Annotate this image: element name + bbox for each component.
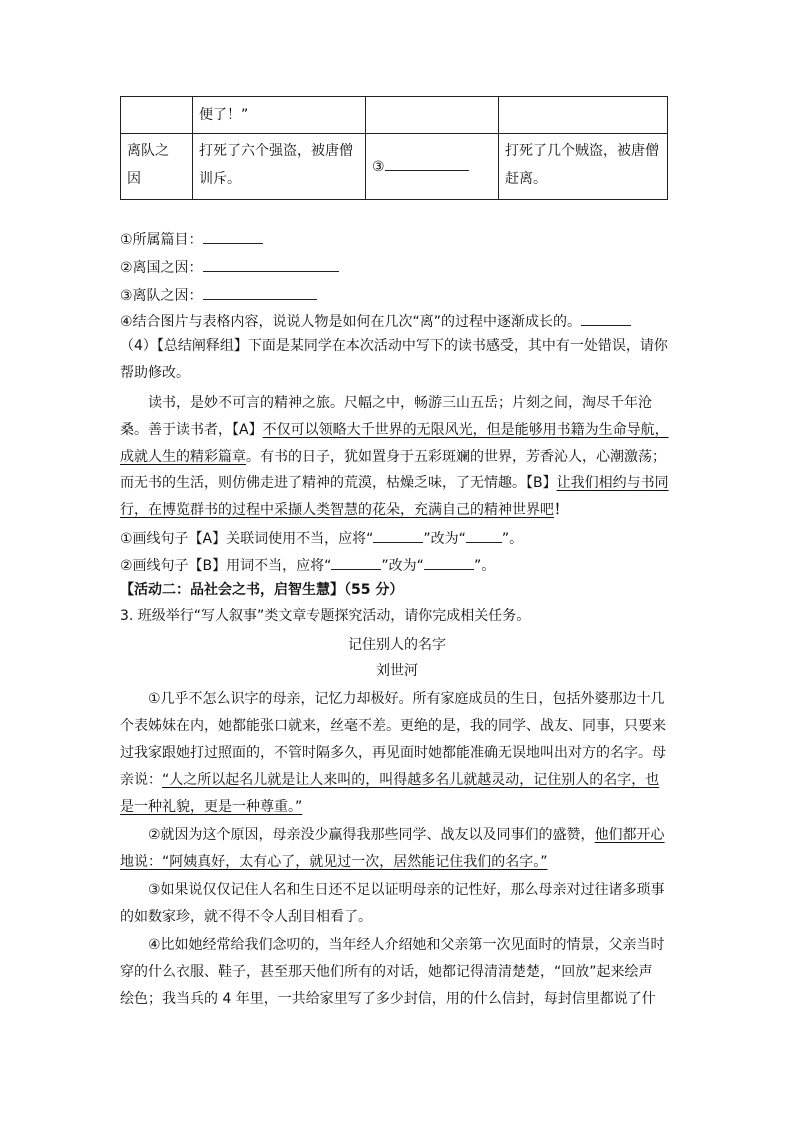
question-line: ①所属篇目： bbox=[120, 228, 263, 250]
cell-text: ③ bbox=[372, 159, 385, 175]
sub-question: ①画线句子【A】关联词使用不当，应将“ ”改为“ ”。 bbox=[120, 527, 523, 549]
task-text: 3. 班级举行“写人叙事”类文章专题探究活动，请你完成相关任务。 bbox=[120, 608, 531, 624]
answer-blank[interactable] bbox=[203, 284, 317, 300]
answer-blank[interactable] bbox=[424, 554, 474, 570]
cell-text: 训斥。 bbox=[199, 171, 241, 187]
answer-blank[interactable] bbox=[581, 310, 631, 326]
question-line: ②离国之因： bbox=[120, 256, 339, 278]
underlined-quote: 他们都开心 bbox=[594, 827, 665, 843]
table-row bbox=[121, 134, 668, 200]
table-cell bbox=[121, 97, 193, 134]
answer-blank[interactable] bbox=[203, 256, 339, 272]
cell-text: 赶离。 bbox=[505, 171, 547, 187]
passage-line: 成就人生的精彩篇章。有书的日子，犹如置身于五彩斑斓的世界，芳香沁人，心潮激荡； bbox=[120, 449, 666, 465]
article-line: 过我家跟她打过照面的，不管时隔多久，再见面时她都能准确无误地叫出对方的名字。母 bbox=[120, 745, 666, 761]
answer-blank[interactable] bbox=[331, 554, 381, 570]
underlined-sentence-a: 不仅可以领略大千世界的无限风光，但是能够用书籍为生命导航， bbox=[262, 422, 669, 438]
underlined-quote: 是一种礼貌，更是一种尊重。” bbox=[120, 799, 303, 815]
article-line: 亲说：“人之所以起名儿就是让人来叫的，叫得越多名儿就越灵动，记住别人的名字，也 bbox=[120, 772, 660, 788]
question-line: ③离队之因： bbox=[120, 284, 317, 306]
table-row bbox=[121, 97, 668, 134]
article-line bbox=[120, 852, 548, 872]
article-line bbox=[120, 797, 302, 817]
cell-text: 打死了六个强盗，被唐僧 bbox=[199, 143, 353, 159]
passage-line: 而无书的生活，则仿佛走进了精神的荒漠，枯燥乏味，了无情趣。【B】让我们相约与书同 bbox=[120, 475, 669, 491]
table-cell bbox=[193, 134, 366, 200]
comparison-table bbox=[120, 96, 668, 200]
article-line: 的如数家珍，就不得不令人刮目相看了。 bbox=[120, 909, 372, 925]
article-author: 刘世河 bbox=[376, 663, 418, 679]
cell-text: 因 bbox=[127, 171, 141, 187]
table-cell bbox=[499, 134, 668, 200]
article-line: 穿的什么衣服、鞋子，甚至那天他们所有的对话，她都记得清清楚楚，“回放”起来绘声 bbox=[120, 964, 653, 980]
article-line: 个表姊妹在内，她都能张口就来，丝毫不差。更绝的是，我的同学、战友、同事，只要来 bbox=[120, 718, 666, 734]
underlined-sentence-b: 行，在博览群书的过程中采撷人类智慧的花朵，充满自己的精神世界吧 bbox=[120, 502, 554, 518]
table-cell-label bbox=[121, 134, 193, 200]
question-line: ④结合图片与表格内容，说说人物是如何在几次“离”的过程中逐渐成长的。 bbox=[120, 310, 631, 332]
article-line: ③如果说仅仅记住人名和生日还不足以证明母亲的记性好，那么母亲对过往诸多琐事 bbox=[148, 882, 665, 898]
table-cell: 便了！” bbox=[193, 97, 366, 134]
answer-blank[interactable] bbox=[373, 527, 423, 543]
article-line: ①几乎不怎么识字的母亲，记忆力却极好。所有家庭成员的生日，包括外婆那边十几 bbox=[148, 691, 665, 707]
article-title: 记住别人的名字 bbox=[348, 637, 446, 653]
underlined-sentence-b: 让我们相约与书同 bbox=[556, 475, 669, 491]
cell-text: 打死了几个贼盗，被唐僧 bbox=[505, 143, 659, 159]
section-text: 帮助修改。 bbox=[120, 365, 190, 381]
article-line: 绘色；我当兵的 4 年里，一共给家里写了多少封信，用的什么信封，每封信里都说了什 bbox=[120, 991, 656, 1007]
answer-blank[interactable] bbox=[203, 228, 263, 244]
cell-text: 离队之 bbox=[127, 143, 169, 159]
underlined-sentence-a: 成就人生的精彩篇章 bbox=[120, 449, 246, 465]
section-heading: （4）【总结阐释组】下面是某同学在本次活动中写下的读书感受，其中有一处错误，请你 bbox=[120, 338, 668, 354]
passage-line: 读书，是妙不可言的精神之旅。尺幅之中，畅游三山五岳；片刻之间，淘尽千年沧 bbox=[148, 395, 652, 411]
underlined-quote: “人之所以起名儿就是让人来叫的，叫得越多名儿就越灵动，记住别人的名字，也 bbox=[162, 772, 660, 788]
answer-blank[interactable] bbox=[466, 527, 502, 543]
passage-line: 桑。善于读书者，【A】不仅可以领略大千世界的无限风光，但是能够用书籍为生命导航， bbox=[120, 422, 669, 438]
activity-heading: 【活动二：品社会之书，启智生慧】（55 分） bbox=[120, 582, 404, 598]
passage-line: 行，在博览群书的过程中采撷人类智慧的花朵，充满自己的精神世界吧！ bbox=[120, 502, 568, 518]
table-cell bbox=[366, 97, 499, 134]
table-cell-answer bbox=[366, 134, 499, 200]
article-line: ④比如她经常给我们念叨的，当年经人介绍她和父亲第一次见面时的情景，父亲当时 bbox=[148, 937, 665, 953]
answer-blank[interactable] bbox=[385, 152, 469, 171]
article-line: ②就因为这个原因，母亲没少赢得我那些同学、战友以及同事们的盛赞，他们都开心 bbox=[148, 827, 665, 843]
underlined-quote: 地说：“阿姨真好，太有心了，就见过一次，居然能记住我们的名字。” bbox=[120, 854, 548, 870]
table-cell bbox=[499, 97, 668, 134]
sub-question: ②画线句子【B】用词不当，应将“ ”改为“ ”。 bbox=[120, 554, 495, 576]
